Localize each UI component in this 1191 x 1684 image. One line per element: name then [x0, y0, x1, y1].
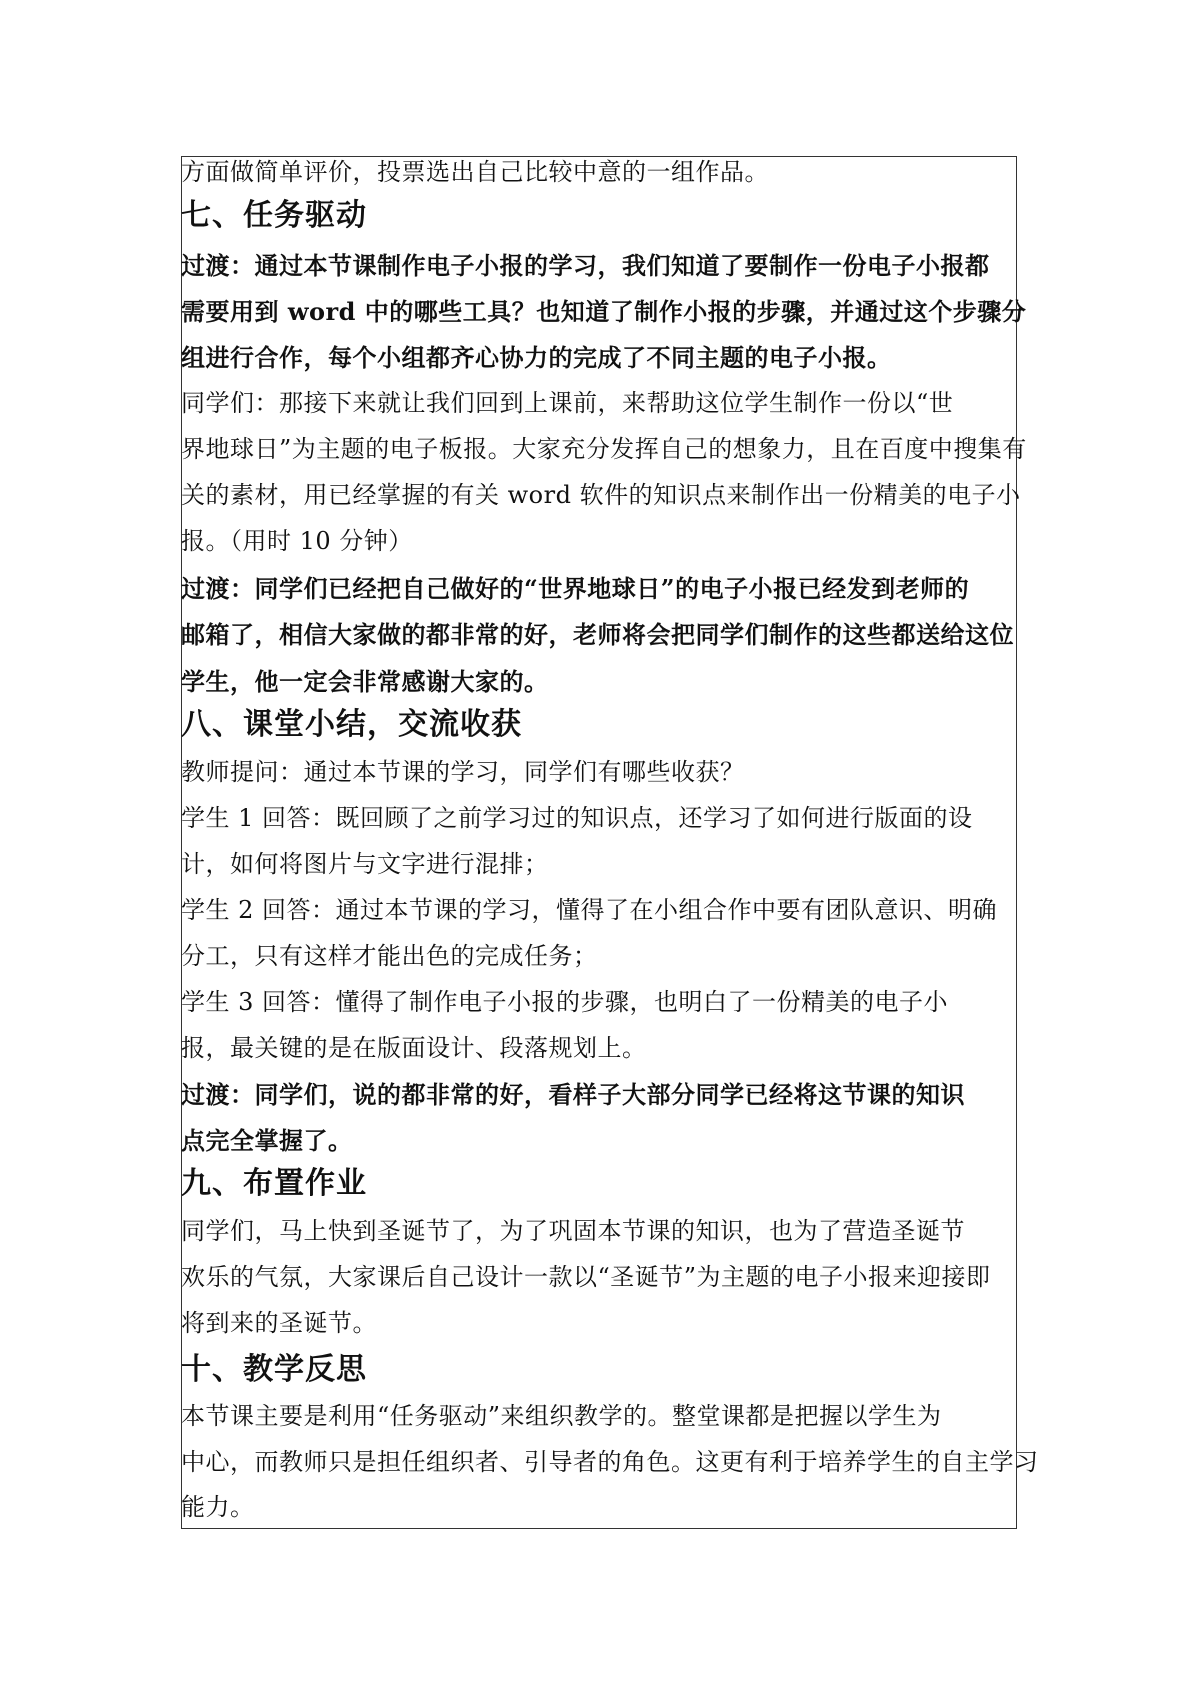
text-line: 教师提问：通过本节课的学习，同学们有哪些收获？ [181, 758, 745, 786]
transition-text: 需要用到 word 中的哪些工具？也知道了制作小报的步骤，并通过这个步骤分 [181, 297, 1027, 326]
text-line: 学生 1 回答：既回顾了之前学习过的知识点，还学习了如何进行版面的设 [181, 804, 973, 832]
text-line: 计，如何将图片与文字进行混排； [181, 850, 549, 878]
text-line: 欢乐的气氛，大家课后自己设计一款以“圣诞节”为主题的电子小报来迎接即 [181, 1263, 991, 1291]
text-line: 能力。 [181, 1493, 255, 1521]
text-line: 同学们，马上快到圣诞节了，为了巩固本节课的知识，也为了营造圣诞节 [181, 1217, 965, 1245]
transition-text: 组进行合作，每个小组都齐心协力的完成了不同主题的电子小报。 [181, 343, 892, 372]
section-heading-7: 七、任务驱动 [181, 198, 367, 233]
transition-text: 学生，他一定会非常感谢大家的。 [181, 667, 549, 696]
text-line: 报，最关键的是在版面设计、段落规划上。 [181, 1034, 647, 1062]
text-line: 关的素材，用已经掌握的有关 word 软件的知识点来制作出一份精美的电子小 [181, 481, 1021, 509]
transition-text: 过渡：同学们，说的都非常的好，看样子大部分同学已经将这节课的知识 [181, 1080, 965, 1109]
transition-text: 过渡：通过本节课制作电子小报的学习，我们知道了要制作一份电子小报都 [181, 251, 990, 280]
section-heading-9: 九、布置作业 [181, 1166, 367, 1201]
text-line: 分工，只有这样才能出色的完成任务； [181, 942, 598, 970]
transition-text: 过渡：同学们已经把自己做好的“世界地球日”的电子小报已经发到老师的 [181, 574, 970, 603]
text-line: 学生 3 回答：懂得了制作电子小报的步骤，也明白了一份精美的电子小 [181, 988, 949, 1016]
text-line: 界地球日”为主题的电子板报。大家充分发挥自己的想象力，且在百度中搜集有 [181, 435, 1027, 463]
text-line: 本节课主要是利用“任务驱动”来组织教学的。整堂课都是把握以学生为 [181, 1402, 942, 1430]
section-heading-8: 八、课堂小结，交流收获 [181, 707, 522, 742]
text-line: 方面做简单评价，投票选出自己比较中意的一组作品。 [181, 158, 769, 186]
text-line: 报。（用时 10 分钟） [181, 527, 413, 555]
text-line: 将到来的圣诞节。 [181, 1309, 377, 1337]
section-heading-10: 十、教学反思 [181, 1352, 367, 1387]
text-line: 同学们：那接下来就让我们回到上课前，来帮助这位学生制作一份以“世 [181, 389, 954, 417]
text-line: 中心，而教师只是担任组织者、引导者的角色。这更有利于培养学生的自主学习 [181, 1448, 1039, 1476]
transition-text: 点完全掌握了。 [181, 1126, 353, 1155]
text-line: 学生 2 回答：通过本节课的学习，懂得了在小组合作中要有团队意识、明确 [181, 896, 998, 924]
transition-text: 邮箱了，相信大家做的都非常的好，老师将会把同学们制作的这些都送给这位 [181, 620, 1014, 649]
